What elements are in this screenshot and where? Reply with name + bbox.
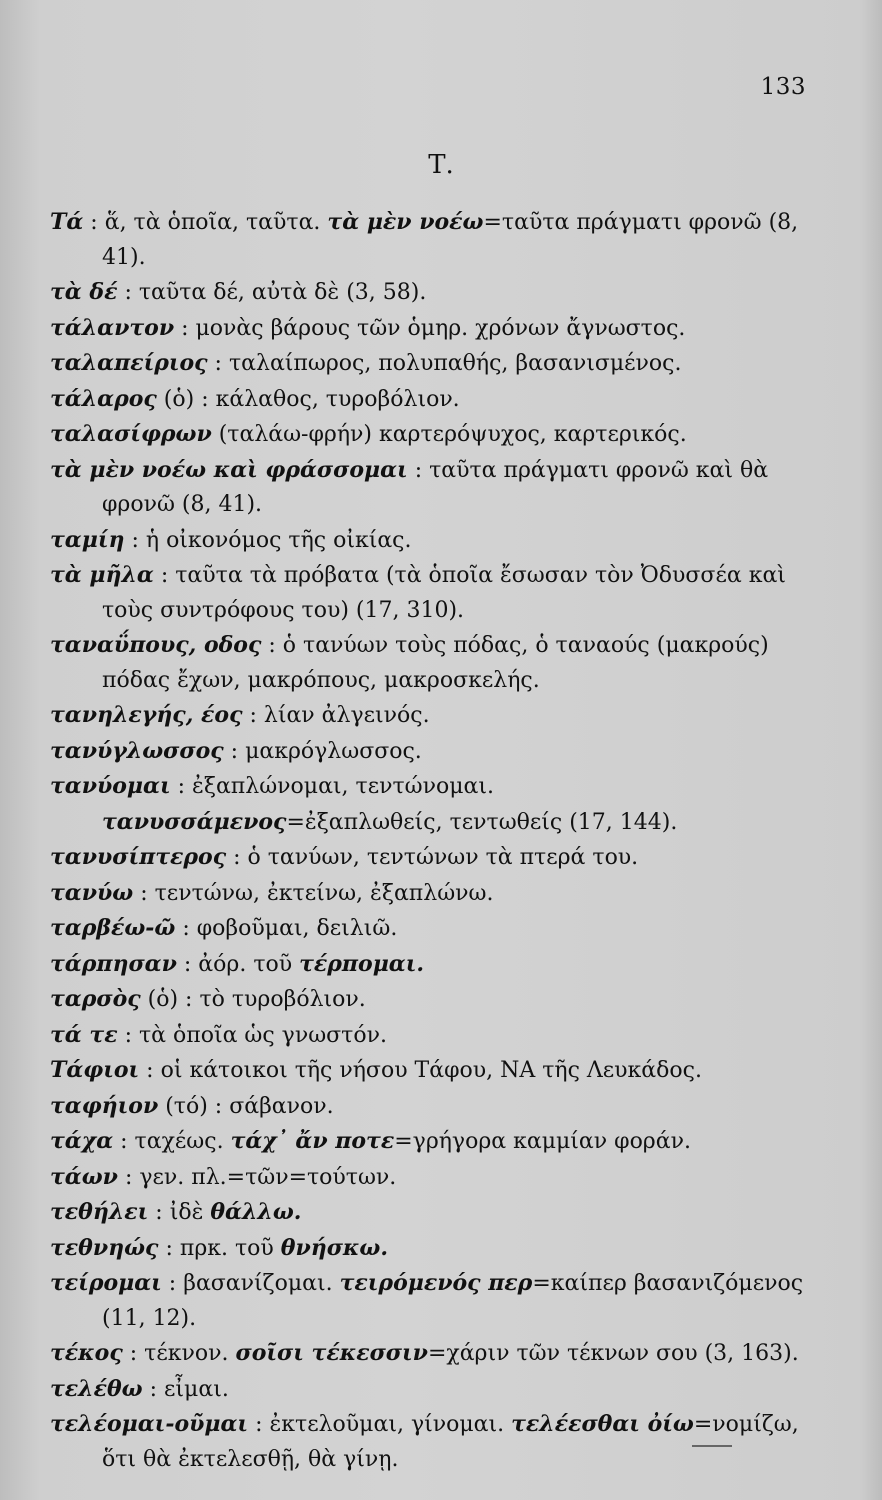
entry-separator: : [170,774,193,799]
entry-headword: τανύω [50,879,134,906]
entry-headword: τά τε [50,1021,118,1048]
entry-definition: ἀόρ. τοῦ [198,951,300,977]
entry-separator: : [261,633,283,658]
dictionary-entry [50,947,820,983]
entry-definition: (ὁ) : τὸ τυροβόλιον. [147,987,366,1012]
entry-definition: τέκνον. [144,1341,236,1366]
entry-headword: τάλαντον [50,314,175,341]
dictionary-entry [50,1089,820,1125]
entry-separator: : [158,1235,180,1261]
entry-definition: =ταῦτα πράγματι φρονῶ (8, 41). [102,210,799,270]
dictionary-entry [50,205,820,275]
entry-definition: (ταλάω-φρήν) καρτερόψυχος, καρτερικός. [218,422,687,447]
entry-definition: εἶμαι. [164,1376,229,1402]
entry-headword: τὰ μῆλα [50,562,154,588]
entry-separator: : [175,916,197,941]
dictionary-entry [50,1266,820,1336]
entry-separator: : [174,315,196,341]
entry-phrase: θνήσκω. [280,1234,389,1261]
dictionary-entry [50,311,820,347]
entry-headword: ταρβέω-ῶ [50,915,176,941]
dictionary-entry [50,769,820,840]
entry-definition: ἐκτελοῦμαι, γίνομαι. [269,1412,512,1437]
entry-definition: μακρόγλωσσος. [245,738,422,764]
dictionary-entry [50,911,820,947]
entry-definition: οἱ κάτοικοι τῆς νήσου Τάφου, ΝΑ τῆς Λευκάδος. [160,1058,702,1083]
dictionary-entry [50,1336,820,1372]
entry-definition: =νομίζω, ὅτι θὰ ἐκτελεσθῇ, θὰ γίνῃ. [102,1412,799,1472]
entry-headword: τάλαρος [50,385,157,412]
entry-phrase: τὰ μὲν νοέω [327,209,484,235]
entry-headword: ταμίη [50,526,125,553]
entry-definition: ὁ τανύων, τεντώνων τὰ πτερά του. [247,845,639,870]
dictionary-entry [50,1160,820,1196]
entry-separator: : [207,351,229,376]
entry-headword: τάχα [50,1128,114,1154]
dictionary-entry [50,1124,820,1160]
dictionary-entry [50,734,820,770]
section-heading: Τ. [428,150,454,180]
entry-separator: : [124,527,146,553]
entry-headword: τανύομαι [50,773,171,799]
entry-headword: τάων [50,1163,118,1190]
entry-definition: (τό) : σάβανον. [165,1093,334,1119]
entry-headword: ταναΰπους, οδος [50,632,262,658]
dictionary-entry [50,1407,820,1477]
entry-separator: : [139,1058,161,1083]
entry-headword: τελέομαι-οῦμαι [50,1411,249,1437]
entry-separator: : [117,280,139,305]
entry-definition: γεν. πλ.=τῶν=τούτων. [139,1164,397,1190]
entry-separator: : [153,563,176,588]
entry-headword: τάρπησαν [50,950,177,977]
entry-headword: Τάφιοι [50,1057,140,1083]
entry-separator: : [117,1164,140,1190]
entry-headword: τείρομαι [50,1270,162,1296]
entry-phrase: τανυσσάμενος [102,808,287,835]
entry-headword: Τά [50,209,84,235]
dictionary-entry [50,1053,820,1089]
entry-headword: τανηλεγής, έος [50,702,243,728]
entry-definition: =χάριν τῶν τέκνων σου (3, 163). [427,1341,799,1366]
entry-definition: ταῦτα δέ, αὐτὰ δὲ (3, 58). [138,280,427,305]
dictionary-entry [50,1195,820,1231]
entry-definition: τεντώνω, ἐκτείνω, ἐξαπλώνω. [154,880,494,906]
entry-separator: : [248,1412,270,1437]
entry-phrase: τέρπομαι. [299,950,425,977]
entry-separator: : [122,1341,145,1366]
entry-definition: ἐξαπλώνομαι, τεντώνομαι. [192,774,494,799]
entry-separator [157,387,164,412]
entry-separator: : [226,845,248,870]
dictionary-entry [50,1231,820,1267]
entry-definition: μονὰς βάρους τῶν ὁμηρ. χρόνων ἄγνωστος. [195,315,686,341]
entry-headword: τὰ μὲν νοέω καὶ φράσσομαι [50,456,408,483]
entry-phrase: τειρόμενός περ [339,1270,533,1296]
entry-headword: τὰ δέ [50,279,118,305]
dictionary-entry [50,876,820,912]
dictionary-entry [50,382,820,418]
entry-headword: ταφήιον [50,1092,159,1119]
entry-headword: ταλασίφρων [50,421,212,447]
entry-phrase: σοῖσι τέκεσσιν [235,1340,428,1366]
dictionary-entry [50,840,820,876]
entry-separator: : [407,457,430,483]
entry-definition: =γρήγορα καμμίαν φοράν. [394,1129,691,1154]
entry-definition: ταῦτα τὰ πρόβατα (τὰ ὁποῖα ἔσωσαν τὸν Ὀδυσσέα καὶ τοὺς συντρόφους του) (17, 310). [102,563,786,623]
entry-headword: τανύγλωσσος [50,737,224,764]
entry-headword: τανυσίπτερος [50,844,227,870]
entry-separator: : [176,951,199,977]
entry-definition: βασανίζομαι. [183,1271,340,1296]
entry-definition: φοβοῦμαι, δειλιῶ. [196,916,398,941]
entry-separator: : [242,703,264,728]
entry-separator: : [83,210,105,235]
entry-definition: ταλαίπωρος, πολυπαθής, βασανισμένος. [228,351,682,376]
entry-definition: ἰδὲ [169,1200,211,1225]
entry-separator: : [113,1129,135,1154]
entry-definition: ὁ τανύων τοὺς πόδας, ὁ ταναούς (μακρούς) πόδας ἔχων, μακρόπους, μακροσκελής. [102,633,769,693]
entry-separator [212,422,219,447]
entry-definition: λίαν ἀλγεινός. [263,703,430,728]
dictionary-entry [50,417,820,453]
dictionary-entry [50,523,820,559]
dictionary-entries [50,205,820,1477]
entry-headword: τέκος [50,1340,123,1366]
entry-separator: : [142,1376,165,1402]
entry-separator [141,987,148,1012]
dictionary-entry [50,982,820,1018]
entry-definition: =ἐξαπλωθείς, τεντωθείς (17, 144). [286,809,678,835]
dictionary-entry [50,453,820,523]
dictionary-entry [50,558,820,628]
decorative-mark [692,1445,732,1447]
page-number: 133 [760,74,806,100]
entry-definition: ἅ, τὰ ὁποῖα, ταῦτα. [104,210,328,235]
entry-headword: τεθήλει [50,1199,149,1225]
entry-definition: ταῦτα πράγματι φρονῶ καὶ θὰ φρονῶ (8, 41). [102,457,769,517]
entry-phrase: τάχ᾽ ἄν ποτε [230,1128,395,1154]
entry-definition: =καίπερ βασανιζόμενος (11, 12). [102,1271,804,1331]
entry-definition: ἡ οἰκονόμος τῆς οἰκίας. [145,527,412,553]
dictionary-entry [50,275,820,311]
entry-separator: : [148,1200,170,1225]
dictionary-entry [50,1372,820,1408]
entry-definition: (ὁ) : κάλαθος, τυροβόλιον. [163,386,460,412]
entry-separator: : [117,1022,139,1048]
dictionary-entry [50,1018,820,1054]
entry-separator: : [161,1271,184,1296]
entry-separator: : [133,880,155,906]
entry-definition: ταχέως. [134,1129,231,1154]
entry-definition: πρκ. τοῦ [179,1235,281,1261]
entry-definition: τὰ ὁποῖα ὡς γνωστόν. [138,1022,387,1048]
entry-phrase: θάλλω. [210,1199,302,1225]
dictionary-entry [50,628,820,698]
entry-headword: τεθνηώς [50,1234,159,1261]
entry-separator: : [223,738,246,764]
entry-phrase: τελέεσθαι ὀίω [511,1411,694,1437]
entry-headword: τελέθω [50,1375,143,1402]
entry-headword: ταλαπείριος [50,350,208,376]
entry-headword: ταρσὸς [50,986,141,1012]
dictionary-entry [50,346,820,382]
dictionary-entry [50,698,820,734]
